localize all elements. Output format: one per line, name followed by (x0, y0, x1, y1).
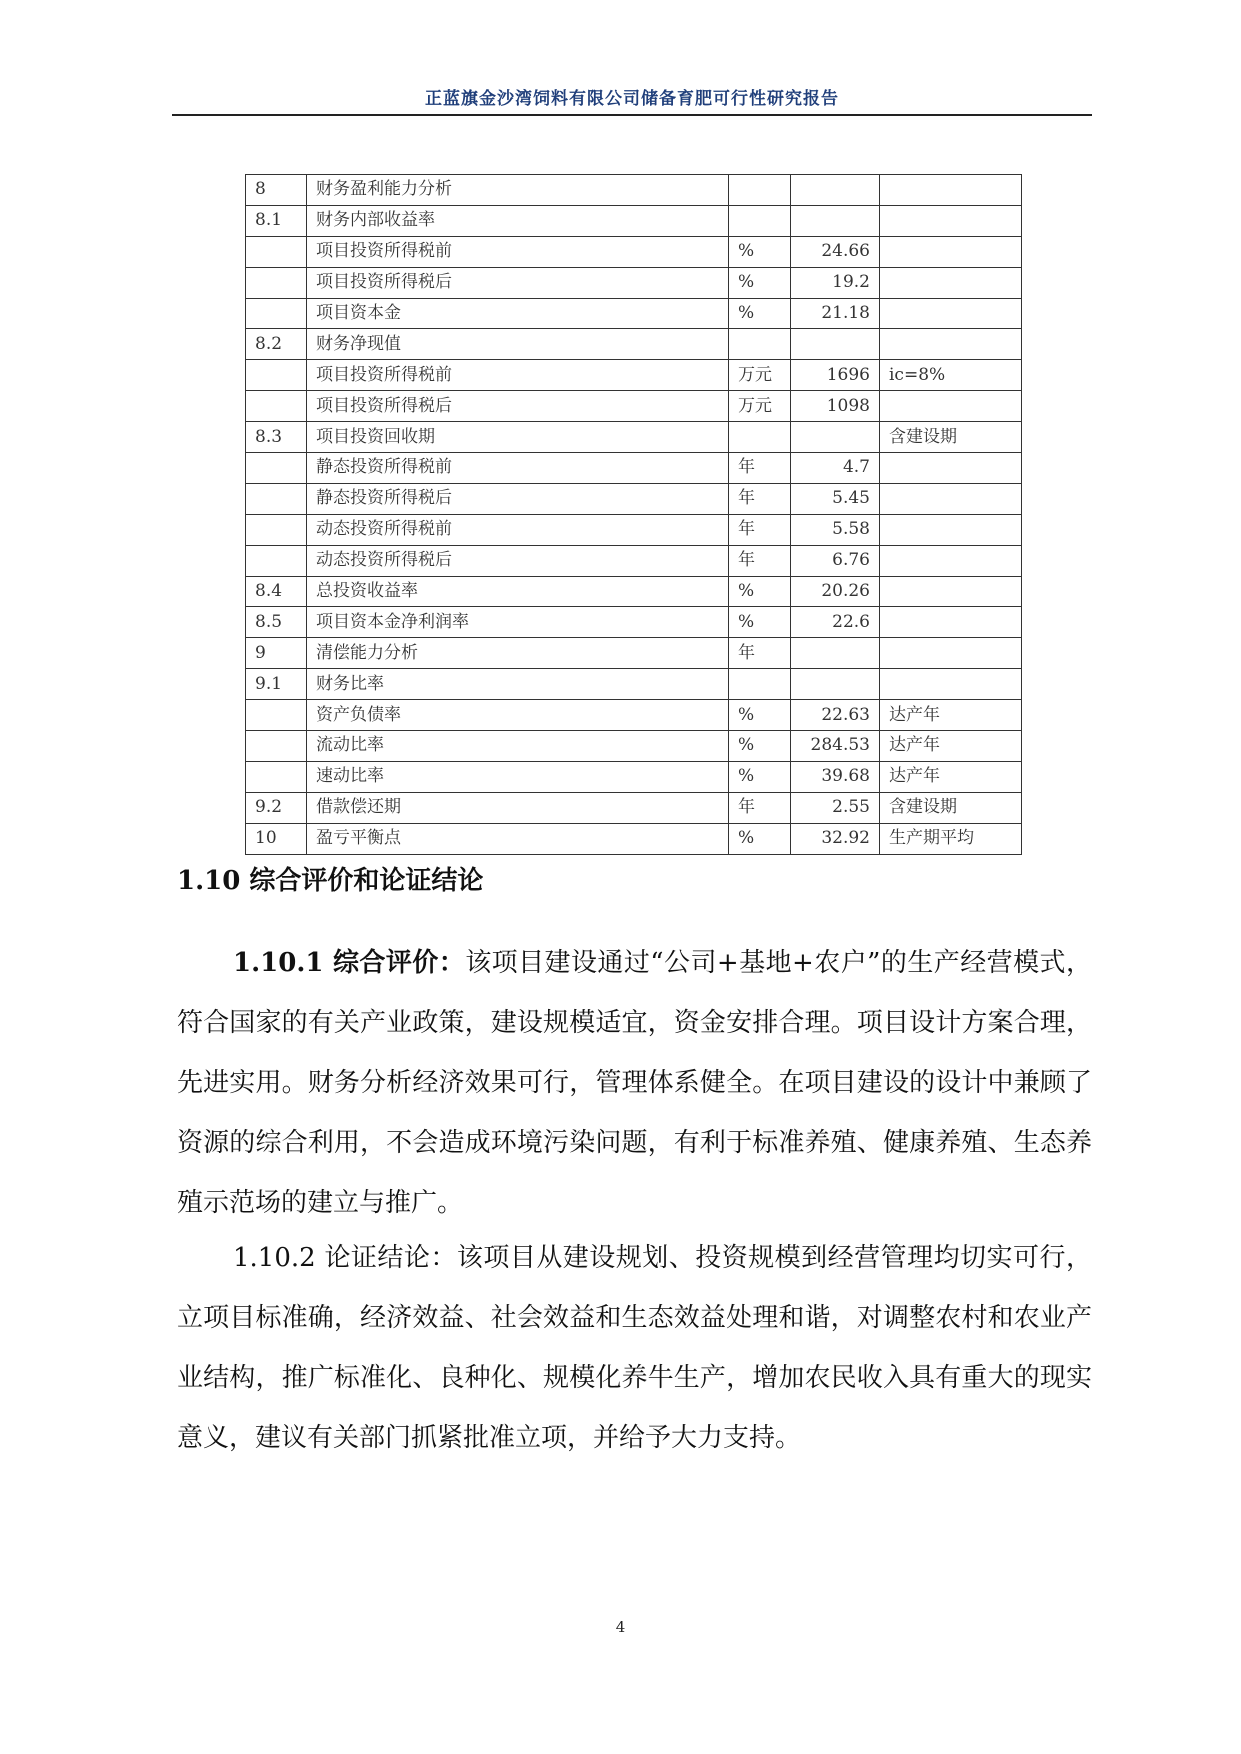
cell-item-number (246, 391, 307, 422)
cell-item-number: 9.2 (246, 792, 307, 823)
cell-unit: % (729, 576, 791, 607)
cell-item-number (246, 514, 307, 545)
table-row (246, 576, 1022, 607)
cell-note (880, 267, 1022, 298)
cell-value (791, 638, 880, 669)
cell-note (880, 576, 1022, 607)
cell-indicator-name: 盈亏平衡点 (307, 823, 729, 854)
cell-unit: 万元 (729, 391, 791, 422)
cell-value: 32.92 (791, 823, 880, 854)
cell-note (880, 391, 1022, 422)
page-header-title: 正蓝旗金沙湾饲料有限公司储备育肥可行性研究报告 (425, 89, 839, 109)
cell-value (791, 175, 880, 206)
table-row (246, 298, 1022, 329)
conclusion-paragraph: 1.10.2 论证结论：该项目从建设规划、投资规模到经营管理均切实可行，立项目标准确，经济效益、社会效益和生态效益处理和谐，对调整农村和农业产业结构，推广标准化、良种化、规模化养牛生产，增加农民收入具有重大的现实意义，建议有关部门抓紧批准立项，并给予大力支持。 (177, 1243, 1092, 1453)
cell-item-number: 9.1 (246, 669, 307, 700)
cell-unit: 年 (729, 545, 791, 576)
table-row (246, 175, 1022, 206)
cell-value: 21.18 (791, 298, 880, 329)
cell-indicator-name: 项目投资所得税后 (307, 267, 729, 298)
cell-unit: % (729, 267, 791, 298)
section-heading: 1.10 综合评价和论证结论 (177, 866, 484, 896)
cell-unit: % (729, 236, 791, 267)
cell-indicator-name: 财务比率 (307, 669, 729, 700)
cell-unit: 年 (729, 638, 791, 669)
table-row (246, 514, 1022, 545)
comprehensive-evaluation-paragraph (177, 933, 1092, 1233)
cell-indicator-name: 项目资本金净利润率 (307, 607, 729, 638)
cell-note (880, 607, 1022, 638)
cell-indicator-name: 项目投资所得税前 (307, 236, 729, 267)
cell-indicator-name: 资产负债率 (307, 700, 729, 731)
table-row (246, 267, 1022, 298)
cell-unit: % (729, 761, 791, 792)
cell-unit (729, 329, 791, 360)
cell-item-number: 8.1 (246, 205, 307, 236)
cell-note: 达产年 (880, 700, 1022, 731)
cell-item-number (246, 236, 307, 267)
cell-indicator-name: 财务内部收益率 (307, 205, 729, 236)
cell-value (791, 422, 880, 453)
cell-indicator-name: 静态投资所得税前 (307, 453, 729, 484)
cell-note (880, 669, 1022, 700)
cell-indicator-name: 静态投资所得税后 (307, 483, 729, 514)
cell-unit (729, 175, 791, 206)
table-row (246, 483, 1022, 514)
cell-item-number (246, 483, 307, 514)
cell-item-number: 8.4 (246, 576, 307, 607)
cell-note (880, 514, 1022, 545)
cell-indicator-name: 项目投资所得税后 (307, 391, 729, 422)
cell-indicator-name: 总投资收益率 (307, 576, 729, 607)
cell-item-number (246, 761, 307, 792)
table-row (246, 607, 1022, 638)
table-row (246, 792, 1022, 823)
cell-value: 24.66 (791, 236, 880, 267)
table-row (246, 669, 1022, 700)
table-row (246, 761, 1022, 792)
cell-indicator-name: 项目资本金 (307, 298, 729, 329)
cell-unit (729, 205, 791, 236)
cell-note: 达产年 (880, 731, 1022, 762)
cell-value (791, 205, 880, 236)
cell-item-number (246, 545, 307, 576)
table-row (246, 422, 1022, 453)
cell-indicator-name: 财务盈利能力分析 (307, 175, 729, 206)
cell-unit: 年 (729, 453, 791, 484)
cell-indicator-name: 流动比率 (307, 731, 729, 762)
cell-unit (729, 422, 791, 453)
cell-value: 20.26 (791, 576, 880, 607)
cell-indicator-name: 财务净现值 (307, 329, 729, 360)
cell-value: 6.76 (791, 545, 880, 576)
cell-item-number (246, 700, 307, 731)
cell-note: 达产年 (880, 761, 1022, 792)
cell-value: 22.63 (791, 700, 880, 731)
cell-indicator-name: 项目投资回收期 (307, 422, 729, 453)
cell-note: 含建设期 (880, 422, 1022, 453)
cell-value: 22.6 (791, 607, 880, 638)
cell-note (880, 638, 1022, 669)
cell-indicator-name: 借款偿还期 (307, 792, 729, 823)
table-row (246, 453, 1022, 484)
paragraph-lead: 1.10.1 综合评价： (233, 948, 466, 978)
cell-item-number (246, 731, 307, 762)
cell-item-number (246, 267, 307, 298)
table-row (246, 236, 1022, 267)
cell-unit: % (729, 700, 791, 731)
cell-item-number: 8.3 (246, 422, 307, 453)
cell-item-number (246, 298, 307, 329)
page-number: 4 (615, 1618, 626, 1636)
cell-item-number: 9 (246, 638, 307, 669)
cell-value: 4.7 (791, 453, 880, 484)
table-row (246, 823, 1022, 854)
table-row (246, 329, 1022, 360)
financial-indicators-table (245, 174, 1022, 855)
cell-item-number: 10 (246, 823, 307, 854)
cell-unit: % (729, 731, 791, 762)
cell-value (791, 669, 880, 700)
cell-value: 5.58 (791, 514, 880, 545)
cell-note (880, 298, 1022, 329)
table-row (246, 205, 1022, 236)
table-body (246, 175, 1022, 855)
cell-note (880, 483, 1022, 514)
paragraph-text: 该项目建设通过“公司+基地+农户”的生产经营模式，符合国家的有关产业政策，建设规模适宜，资金安排合理。项目设计方案合理，先进实用。财务分析经济效果可行，管理体系健全。在项目建设的设计中兼顾了资源的综合利用，不会造成环境污染问题，有利于标准养殖、健康养殖、生态养殖示范场的建立与推广。 (177, 948, 1092, 1218)
cell-unit: 年 (729, 792, 791, 823)
cell-note (880, 175, 1022, 206)
cell-item-number: 8.2 (246, 329, 307, 360)
cell-note: ic=8% (880, 360, 1022, 391)
cell-item-number (246, 453, 307, 484)
cell-note (880, 545, 1022, 576)
header-divider (172, 114, 1092, 116)
table-row (246, 700, 1022, 731)
cell-unit: % (729, 298, 791, 329)
cell-unit: 年 (729, 483, 791, 514)
cell-indicator-name: 清偿能力分析 (307, 638, 729, 669)
cell-unit: 万元 (729, 360, 791, 391)
cell-note (880, 236, 1022, 267)
cell-unit: % (729, 823, 791, 854)
cell-indicator-name: 项目投资所得税前 (307, 360, 729, 391)
cell-indicator-name: 动态投资所得税前 (307, 514, 729, 545)
cell-note (880, 453, 1022, 484)
cell-indicator-name: 速动比率 (307, 761, 729, 792)
cell-value (791, 329, 880, 360)
cell-value: 19.2 (791, 267, 880, 298)
table-row (246, 391, 1022, 422)
cell-note: 含建设期 (880, 792, 1022, 823)
cell-item-number (246, 360, 307, 391)
table-row (246, 731, 1022, 762)
cell-value: 1098 (791, 391, 880, 422)
cell-item-number: 8 (246, 175, 307, 206)
cell-item-number: 8.5 (246, 607, 307, 638)
cell-unit: 年 (729, 514, 791, 545)
cell-value: 2.55 (791, 792, 880, 823)
cell-value: 1696 (791, 360, 880, 391)
table-row (246, 360, 1022, 391)
cell-unit (729, 669, 791, 700)
cell-unit: % (729, 607, 791, 638)
cell-value: 39.68 (791, 761, 880, 792)
cell-value: 284.53 (791, 731, 880, 762)
cell-indicator-name: 动态投资所得税后 (307, 545, 729, 576)
cell-note (880, 205, 1022, 236)
table-row (246, 638, 1022, 669)
cell-note (880, 329, 1022, 360)
cell-note: 生产期平均 (880, 823, 1022, 854)
cell-value: 5.45 (791, 483, 880, 514)
table-row (246, 545, 1022, 576)
